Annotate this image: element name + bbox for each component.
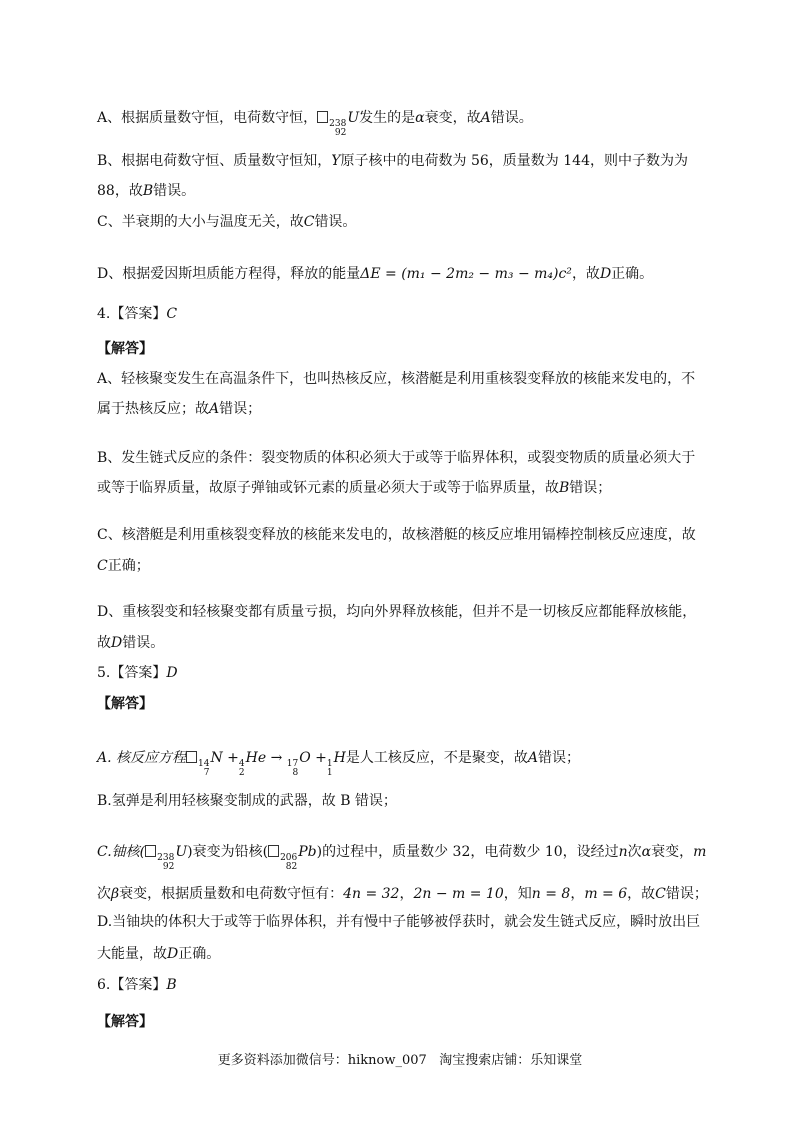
nuclide-o17: 17 8 [286, 759, 299, 778]
q4-option-a-line2: 属于热核反应；故A错误； [97, 401, 262, 417]
q5-answer: 5.【答案】D [97, 665, 178, 681]
q3-option-b-line1: B、根据电荷数守恒、质量数守恒知，Y原子核中的电荷数为 56，质量数为 144，则中子数为为 [97, 153, 688, 169]
q6-answer: 6.【答案】B [97, 977, 177, 993]
q4-jieda-heading: 【解答】 [97, 341, 153, 357]
q4-option-c-line2: C正确； [97, 558, 150, 574]
q4-answer: 4.【答案】C [97, 306, 178, 322]
nuclide-u238: 238 92 [157, 853, 175, 872]
q4-option-d-line1: D、重核裂变和轻核聚变都有质量亏损，均向外界释放核能，但并不是一切核反应都能释放核能， [97, 604, 697, 620]
q5-option-a: A. 核反应方程 14 7 N + 4 2 He → 17 8 O + 1 1 H是人工核反应，不是聚变，故A错误； [97, 750, 580, 778]
q4-option-b-line1: B、发生链式反应的条件：裂变物质的体积必须大于或等于临界体积，或裂变物质的质量必须大于 [97, 450, 696, 466]
q6-jieda-heading: 【解答】 [97, 1014, 153, 1030]
nuclide-h1: 1 1 [326, 759, 333, 778]
q4-option-a-line1: A、轻核聚变发生在高温条件下，也叫热核反应，核潜艇是利用重核裂变释放的核能来发电的，不 [97, 371, 696, 387]
nuclide-n14: 14 7 [198, 759, 210, 778]
placeholder-box-icon [145, 845, 156, 857]
q3-option-c: C、半衰期的大小与温度无关，故C错误。 [97, 214, 357, 230]
energy-formula: ΔE = (m₁ − 2m₂ − m₃ − m₄)c² [360, 266, 572, 282]
nuclide-he4: 4 2 [238, 759, 245, 778]
q5-option-c-line1: C.铀核( 238 92 U)衰变为铅核( 206 82 Pb)的过程中，质量数少 32，电荷数少 10，设经过n次α衰变，m [97, 844, 707, 872]
nuclide-pb206: 206 82 [280, 853, 298, 872]
q4-option-b-line2: 或等于临界质量，故原子弹铀或钚元素的质量必须大于或等于临界质量，故B错误； [97, 480, 612, 496]
placeholder-box-icon [268, 845, 279, 857]
placeholder-box-icon [317, 111, 328, 123]
q5-option-c-line2: 次β衰变，根据质量数和电荷数守恒有：4n = 32，2n − m = 10，知n = 8，m = 6，故C错误； [97, 886, 708, 902]
q5-option-b: B.氢弹是利用轻核聚变制成的武器，故 B 错误； [97, 793, 397, 809]
q3-option-d: D、根据爱因斯坦质能方程得，释放的能量ΔE = (m₁ − 2m₂ − m₃ − m₄)c²，故D正确。 [97, 266, 654, 282]
q4-option-d-line2: 故D错误。 [97, 635, 165, 651]
q5-option-d-line2: 大能量，故D正确。 [97, 946, 221, 962]
placeholder-box-icon [186, 751, 197, 763]
q5-jieda-heading: 【解答】 [97, 696, 153, 712]
page-footer: 更多资料添加微信号：hiknow_007 淘宝搜索店铺：乐知课堂 [217, 1053, 583, 1068]
nuclide-u238: 238 92 [329, 119, 347, 138]
q5-option-d-line1: D.当铀块的体积大于或等于临界体积，并有慢中子能够被俘获时，就会发生链式反应，瞬时放出巨 [97, 914, 701, 930]
q3-option-b-line2: 88，故B错误。 [97, 183, 196, 199]
q3-option-a: A、根据质量数守恒，电荷数守恒， 238 92 U发生的是α衰变，故A错误。 [97, 110, 533, 138]
q4-option-c-line1: C、核潜艇是利用重核裂变释放的核能来发电的，故核潜艇的核反应堆用镉棒控制核反应速度，故 [97, 527, 696, 543]
